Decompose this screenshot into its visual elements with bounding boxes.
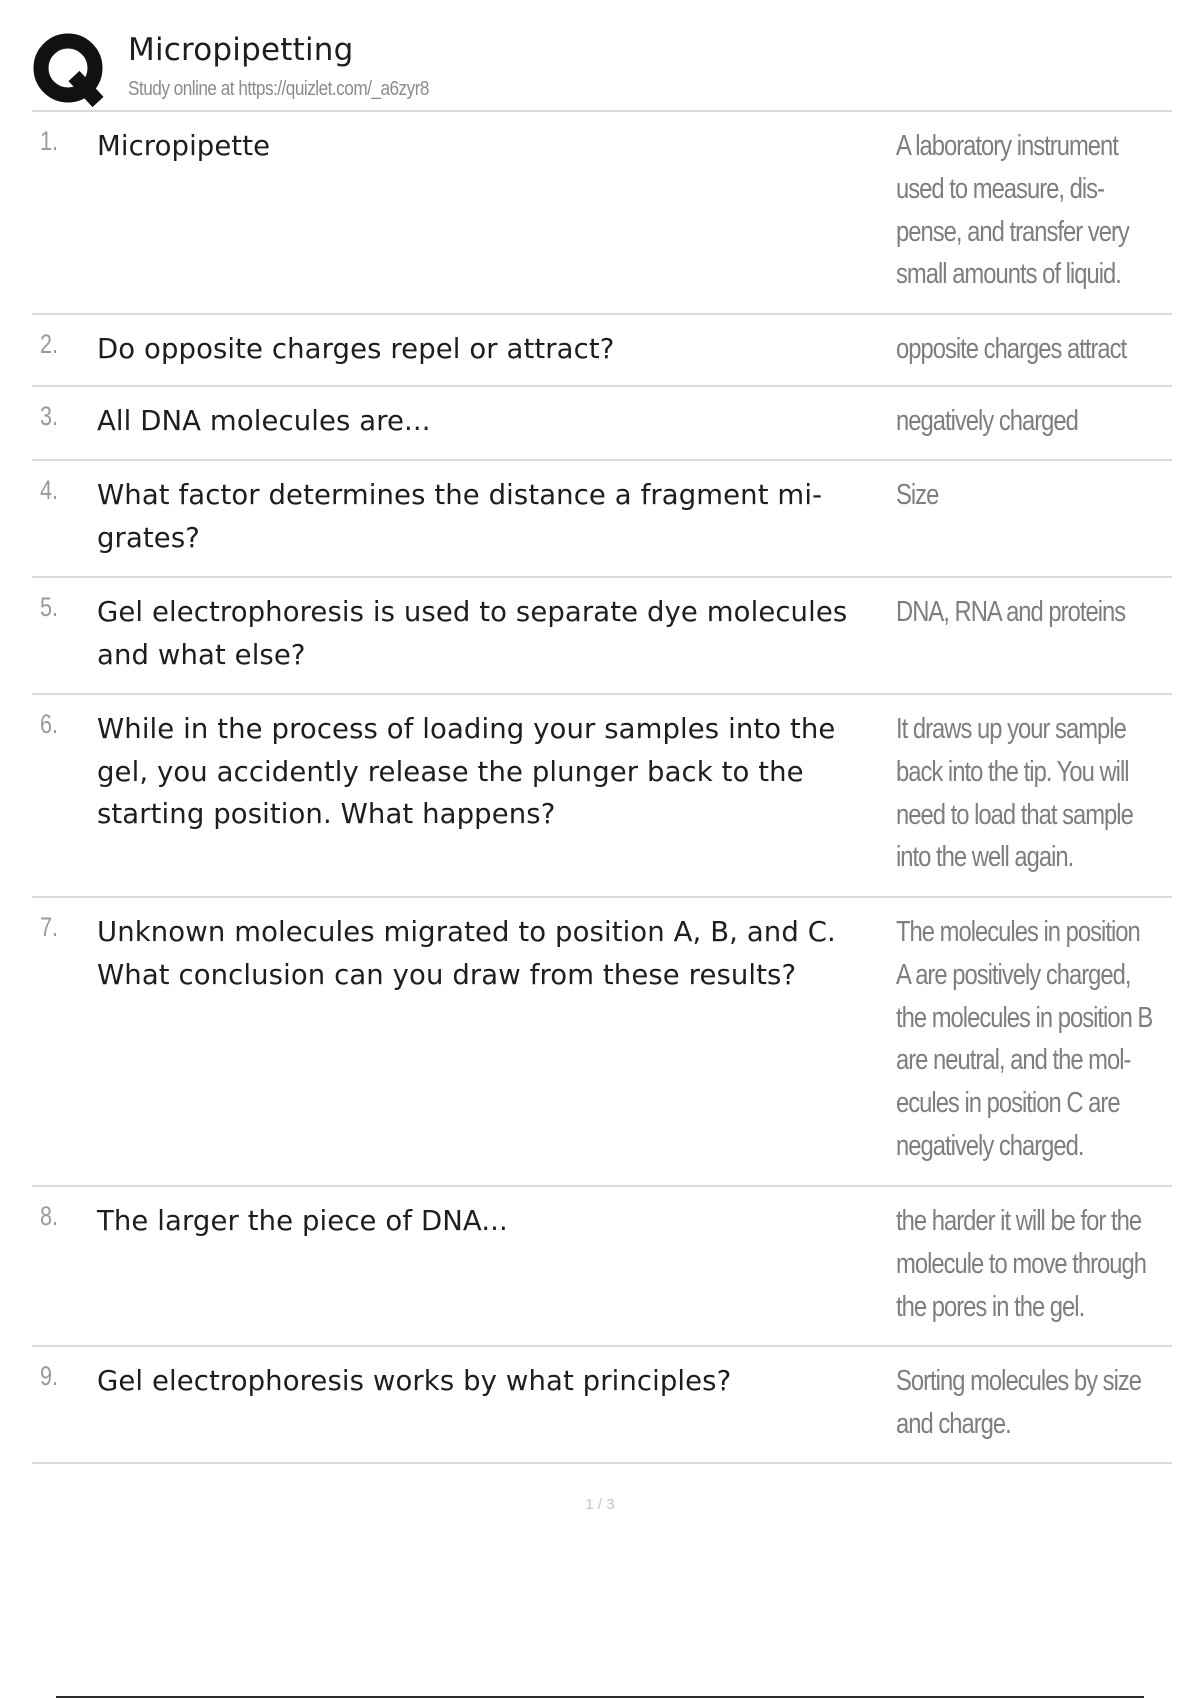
card-term bbox=[97, 1200, 917, 1243]
card-definition-line: the harder it will be for the bbox=[896, 1205, 1142, 1237]
flashcard-row bbox=[32, 578, 1172, 695]
card-number: 1. bbox=[40, 126, 59, 156]
card-definition-line: negatively charged. bbox=[896, 1129, 1084, 1162]
card-definition-line: and charge. bbox=[896, 1407, 1011, 1440]
card-definition-line: small amounts of liquid. bbox=[896, 258, 1121, 291]
card-term-line: Micropipette bbox=[97, 130, 271, 162]
flashcard-row bbox=[32, 112, 1172, 315]
card-term bbox=[97, 708, 917, 836]
card-term bbox=[97, 400, 917, 443]
card-definition-line: the pores in the gel. bbox=[896, 1290, 1085, 1323]
card-term-line: gel, you accidently release the plunger back to the bbox=[97, 755, 804, 788]
flashcard-row bbox=[32, 387, 1172, 461]
card-term-line: starting position. What happens? bbox=[97, 798, 556, 830]
card-term bbox=[97, 1360, 917, 1403]
card-term bbox=[97, 591, 917, 676]
card-definition-line: back into the tip. You will bbox=[896, 755, 1129, 788]
card-number: 6. bbox=[40, 709, 59, 739]
page-number: 1 / 3 bbox=[585, 1496, 615, 1513]
card-term-line: Gel electrophoresis is used to separate dye molecules bbox=[97, 596, 848, 628]
card-definition-line: are neutral, and the mol- bbox=[896, 1044, 1131, 1077]
card-definition-line: need to load that sample bbox=[896, 798, 1133, 831]
card-definition-line: the molecules in position B bbox=[896, 1001, 1153, 1034]
card-term-line: Unknown molecules migrated to position A, B, and C. bbox=[97, 916, 836, 948]
card-definition-line: A laboratory instrument bbox=[896, 130, 1118, 162]
card-term bbox=[97, 474, 917, 559]
card-term-line: Do opposite charges repel or attract? bbox=[97, 333, 615, 365]
bottom-divider bbox=[56, 1696, 1144, 1698]
study-online-link[interactable]: Study online at https://quizlet.com/_a6zyr8 bbox=[128, 78, 429, 100]
flashcard-row bbox=[32, 695, 1172, 898]
card-definition-line: negatively charged bbox=[896, 405, 1078, 437]
card-definition-line: It draws up your sample bbox=[896, 713, 1126, 745]
card-number: 7. bbox=[40, 912, 59, 942]
card-definition bbox=[896, 125, 1130, 296]
flashcard-row bbox=[32, 898, 1172, 1187]
card-term-line: What conclusion can you draw from these results? bbox=[97, 958, 797, 991]
card-definition bbox=[896, 328, 1130, 371]
flashcard-row bbox=[32, 461, 1172, 578]
card-term-line: grates? bbox=[97, 521, 200, 554]
card-definition bbox=[896, 1200, 1147, 1328]
card-number: 8. bbox=[40, 1201, 59, 1231]
card-term-line: Gel electrophoresis works by what principles? bbox=[97, 1365, 732, 1397]
flashcard-row bbox=[32, 315, 1172, 387]
quizlet-logo-icon bbox=[32, 32, 108, 108]
card-definition-line: molecule to move through bbox=[896, 1247, 1147, 1280]
card-term-line: All DNA molecules are... bbox=[97, 405, 431, 437]
card-definition-line: The molecules in position bbox=[896, 916, 1140, 948]
card-definition bbox=[896, 400, 1130, 443]
card-number: 5. bbox=[40, 592, 59, 622]
card-definition bbox=[896, 591, 1130, 634]
card-term-line: The larger the piece of DNA... bbox=[97, 1205, 508, 1237]
card-definition-line: ecules in position C are bbox=[896, 1087, 1120, 1120]
card-number: 4. bbox=[40, 475, 59, 505]
flashcard-list bbox=[32, 112, 1172, 1464]
card-definition-line: used to measure, dis- bbox=[896, 172, 1104, 205]
card-definition-line: into the well again. bbox=[896, 841, 1074, 874]
card-definition-line: pense, and transfer very bbox=[896, 215, 1129, 248]
document-title: Micropipetting bbox=[128, 32, 354, 68]
card-term bbox=[97, 125, 917, 168]
card-definition bbox=[896, 708, 1133, 879]
card-term bbox=[97, 911, 917, 996]
card-term-line: While in the process of loading your samples into the bbox=[97, 713, 836, 745]
card-definition bbox=[896, 911, 1153, 1168]
card-definition-line: opposite charges attract bbox=[896, 333, 1127, 365]
flashcard-row bbox=[32, 1187, 1172, 1347]
card-term bbox=[97, 328, 917, 371]
card-number: 2. bbox=[40, 329, 59, 359]
card-definition bbox=[896, 1360, 1142, 1446]
card-definition-line: DNA, RNA and proteins bbox=[896, 596, 1126, 628]
card-definition bbox=[896, 474, 1130, 517]
card-definition-line: Sorting molecules by size bbox=[896, 1365, 1142, 1397]
card-term-line: and what else? bbox=[97, 638, 306, 671]
card-number: 9. bbox=[40, 1361, 59, 1391]
flashcard-row bbox=[32, 1347, 1172, 1464]
card-definition-line: A are positively charged, bbox=[896, 958, 1131, 991]
card-term-line: What factor determines the distance a fragment mi- bbox=[97, 479, 823, 511]
card-definition-line: Size bbox=[896, 479, 939, 511]
card-number: 3. bbox=[40, 401, 59, 431]
document-header bbox=[32, 30, 1172, 110]
